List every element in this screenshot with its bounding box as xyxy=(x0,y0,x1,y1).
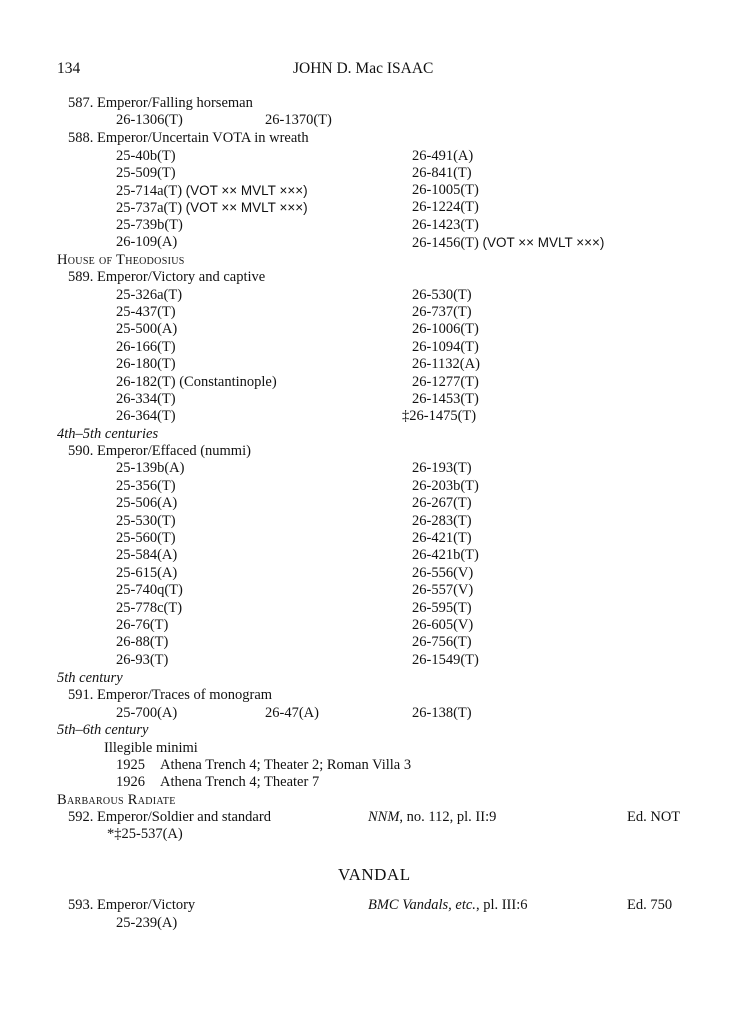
entry-590-right-item: 26-595(T) xyxy=(412,600,472,616)
entry-590-right-item: 26-193(T) xyxy=(412,460,472,476)
reference-detail: , pl. III:6 xyxy=(475,897,528,913)
section-heading-theodosius: House of Theodosius xyxy=(57,252,185,268)
entry-591-title: 591. Emperor/Traces of monogram xyxy=(68,687,273,703)
entry-590-left-item: 25-778c(T) xyxy=(116,600,183,616)
page-number: 134 xyxy=(57,60,81,77)
entry-593-reference xyxy=(368,897,527,914)
entry-591-item: 26-47(A) xyxy=(265,705,319,721)
entry-589-left-item: 26-166(T) xyxy=(116,339,176,355)
entry-593-title: 593. Emperor/Victory xyxy=(68,897,196,913)
entry-590-right-item: 26-1549(T) xyxy=(412,652,479,668)
period-heading-4th-5th: 4th–5th centuries xyxy=(57,426,159,442)
entry-587-item: 26-1306(T) xyxy=(116,112,183,128)
entry-589-left-item: 25-326a(T) xyxy=(116,287,183,303)
entry-590-left-item: 25-584(A) xyxy=(116,547,178,563)
entry-589-right-item: 26-1132(A) xyxy=(412,356,480,372)
entry-590-right-item: 26-267(T) xyxy=(412,495,472,511)
entry-588-left-item: 25-739b(T) xyxy=(116,217,183,233)
entry-588-left-item: 26-109(A) xyxy=(116,234,178,250)
entry-590-left-item: 26-93(T) xyxy=(116,652,169,668)
entry-592-reference xyxy=(368,809,496,826)
entry-589-title: 589. Emperor/Victory and captive xyxy=(68,269,266,285)
entry-590-right-item: 26-605(V) xyxy=(412,617,474,633)
period-heading-5th: 5th century xyxy=(57,670,123,686)
entry-589-right-item: 26-530(T) xyxy=(412,287,472,303)
entry-590-title: 590. Emperor/Effaced (nummi) xyxy=(68,443,251,459)
entry-593-item: 25-239(A) xyxy=(116,915,178,931)
entry-590-left-item: 25-560(T) xyxy=(116,530,176,546)
entry-590-right-item: 26-556(V) xyxy=(412,565,474,581)
entry-590-right-item: 26-557(V) xyxy=(412,582,474,598)
entry-591-item: 25-700(A) xyxy=(116,705,178,721)
entry-589-right-item: 26-1453(T) xyxy=(412,391,479,407)
entry-588-right-item: 26-1005(T) xyxy=(412,182,479,198)
entry-592-edition: Ed. NOT xyxy=(627,809,681,825)
entry-593-edition: Ed. 750 xyxy=(627,897,673,913)
entry-588-right-item: 26-1224(T) xyxy=(412,199,479,215)
entry-590-left-item: 25-356(T) xyxy=(116,478,176,494)
entry-588-left-item: 25-40b(T) xyxy=(116,148,176,164)
period-heading-5th-6th: 5th–6th century xyxy=(57,722,149,738)
entry-590-left-item: 25-530(T) xyxy=(116,513,176,529)
entry-591-item: 26-138(T) xyxy=(412,705,472,721)
minimi-location: Athena Trench 4; Theater 2; Roman Villa 3 xyxy=(160,757,412,773)
entry-590-right-item: 26-421(T) xyxy=(412,530,472,546)
section-heading-vandal: VANDAL xyxy=(338,865,411,884)
entry-588-left-item xyxy=(116,182,308,200)
catalog-number: 26-1456(T) xyxy=(412,235,479,251)
entry-589-right-item: 26-737(T) xyxy=(412,304,472,320)
entry-589-right-item: 26-1277(T) xyxy=(412,374,479,390)
entry-588-left-item: 25-509(T) xyxy=(116,165,176,181)
section-heading-barbarous: Barbarous Radiate xyxy=(57,792,176,808)
entry-590-left-item: 26-88(T) xyxy=(116,634,169,650)
entry-590-right-item: 26-203b(T) xyxy=(412,478,479,494)
minimi-location: Athena Trench 4; Theater 7 xyxy=(160,774,320,790)
entry-589-left-item: 25-437(T) xyxy=(116,304,176,320)
entry-590-left-item: 25-740q(T) xyxy=(116,582,183,598)
reference-work: BMC Vandals, etc. xyxy=(368,897,476,913)
entry-587-title: 587. Emperor/Falling horseman xyxy=(68,95,253,111)
minimi-count: 1926 xyxy=(116,774,145,790)
entry-589-left-item: 26-180(T) xyxy=(116,356,176,372)
entry-588-right-item: 26-841(T) xyxy=(412,165,472,181)
entry-590-left-item: 25-139b(A) xyxy=(116,460,185,476)
vota-note: (VOT ×× MVLT ×××) xyxy=(482,235,605,250)
minimi-count: 1925 xyxy=(116,757,145,773)
entry-587-item: 26-1370(T) xyxy=(265,112,332,128)
minimi-title: Illegible minimi xyxy=(104,740,198,756)
entry-589-left-item: 26-334(T) xyxy=(116,391,176,407)
entry-590-right-item: 26-756(T) xyxy=(412,634,472,650)
catalog-number: 25-714a(T) xyxy=(116,183,183,199)
entry-589-right-item: 26-1094(T) xyxy=(412,339,479,355)
entry-589-left-item: 25-500(A) xyxy=(116,321,178,337)
entry-589-right-item: ‡26-1475(T) xyxy=(402,408,477,424)
running-title: JOHN D. Mac ISAAC xyxy=(293,60,434,77)
entry-589-left-item: 26-182(T) (Constantinople) xyxy=(116,374,277,390)
entry-592-title: 592. Emperor/Soldier and standard xyxy=(68,809,271,825)
entry-588-left-item xyxy=(116,199,308,217)
entry-589-right-item: 26-1006(T) xyxy=(412,321,479,337)
entry-589-left-item: 26-364(T) xyxy=(116,408,176,424)
entry-590-left-item: 25-615(A) xyxy=(116,565,178,581)
catalog-number: 25-737a(T) xyxy=(116,200,183,216)
entry-590-left-item: 25-506(A) xyxy=(116,495,178,511)
entry-588-right-item: 26-1423(T) xyxy=(412,217,479,233)
entry-592-item: *‡25-537(A) xyxy=(107,826,183,842)
entry-588-right-item xyxy=(412,234,604,252)
entry-588-title: 588. Emperor/Uncertain VOTA in wreath xyxy=(68,130,309,146)
reference-work: NNM xyxy=(368,809,400,825)
vota-note: (VOT ×× MVLT ×××) xyxy=(185,200,308,215)
entry-590-right-item: 26-421b(T) xyxy=(412,547,479,563)
reference-detail: , no. 112, pl. II:9 xyxy=(399,809,497,825)
entry-590-right-item: 26-283(T) xyxy=(412,513,472,529)
entry-590-left-item: 26-76(T) xyxy=(116,617,169,633)
vota-note: (VOT ×× MVLT ×××) xyxy=(185,183,308,198)
entry-588-right-item: 26-491(A) xyxy=(412,148,474,164)
